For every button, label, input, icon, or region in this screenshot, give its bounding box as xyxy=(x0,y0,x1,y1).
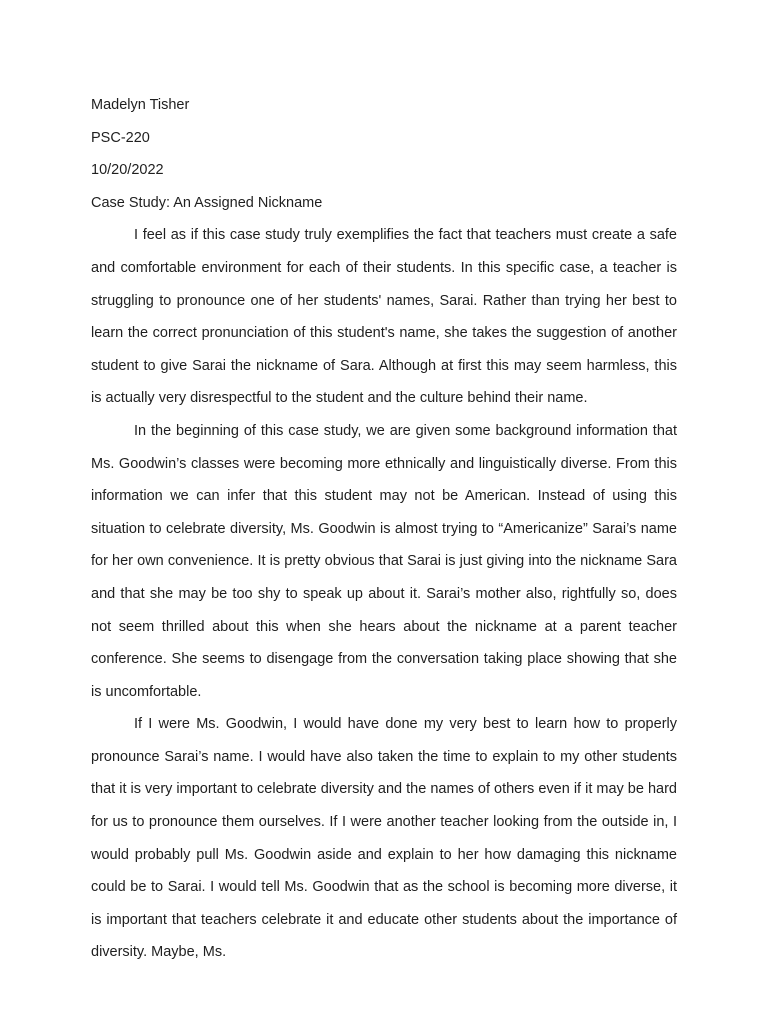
course-code: PSC-220 xyxy=(91,129,150,146)
document-title: Case Study: An Assigned Nickname xyxy=(91,194,323,211)
document-body xyxy=(91,89,677,969)
paragraph-2: In the beginning of this case study, we are given some background information that Ms. Goodwin’s classes were becoming more ethnically and linguistically diverse. From this information we can infer that this student may not be American. Instead of using this situation to celebrate diversity, Ms. Goodwin is almost trying to “Americanize” Sarai’s name for her own convenience. It is pretty obvious that Sarai is just giving into the nickname Sara and that she may be too shy to speak up about it. Sarai’s mother also, rightfully so, does not seem thrilled about this when she hears about the nickname at a parent teacher conference. She seems to disengage from the conversation taking place showing that she is uncomfortable. xyxy=(91,422,677,700)
paragraph-1: I feel as if this case study truly exemplifies the fact that teachers must create a safe and comfortable environment for each of their students. In this specific case, a teacher is struggling to pronounce one of her students' names, Sarai. Rather than trying her best to learn the correct pronunciation of this student's name, she takes the suggestion of another student to give Sarai the nickname of Sara. Although at first this may seem harmless, this is actually very disrespectful to the student and the culture behind their name. xyxy=(91,227,677,407)
document-date: 10/20/2022 xyxy=(91,162,164,179)
paragraph-3: If I were Ms. Goodwin, I would have done my very best to learn how to properly pronounce Sarai’s name. I would have also taken the time to explain to my other students that it is very important to celebrate diversity and the names of others even if it may be hard for us to pronounce them ourselves. If I were another teacher looking from the outside in, I would probably pull Ms. Goodwin aside and explain to her how damaging this nickname could be to Sarai. I would tell Ms. Goodwin that as the school is becoming more diverse, it is important that teachers celebrate it and educate other students about the importance of diversity. Maybe, Ms. xyxy=(91,716,677,961)
author-name: Madelyn Tisher xyxy=(91,97,190,113)
